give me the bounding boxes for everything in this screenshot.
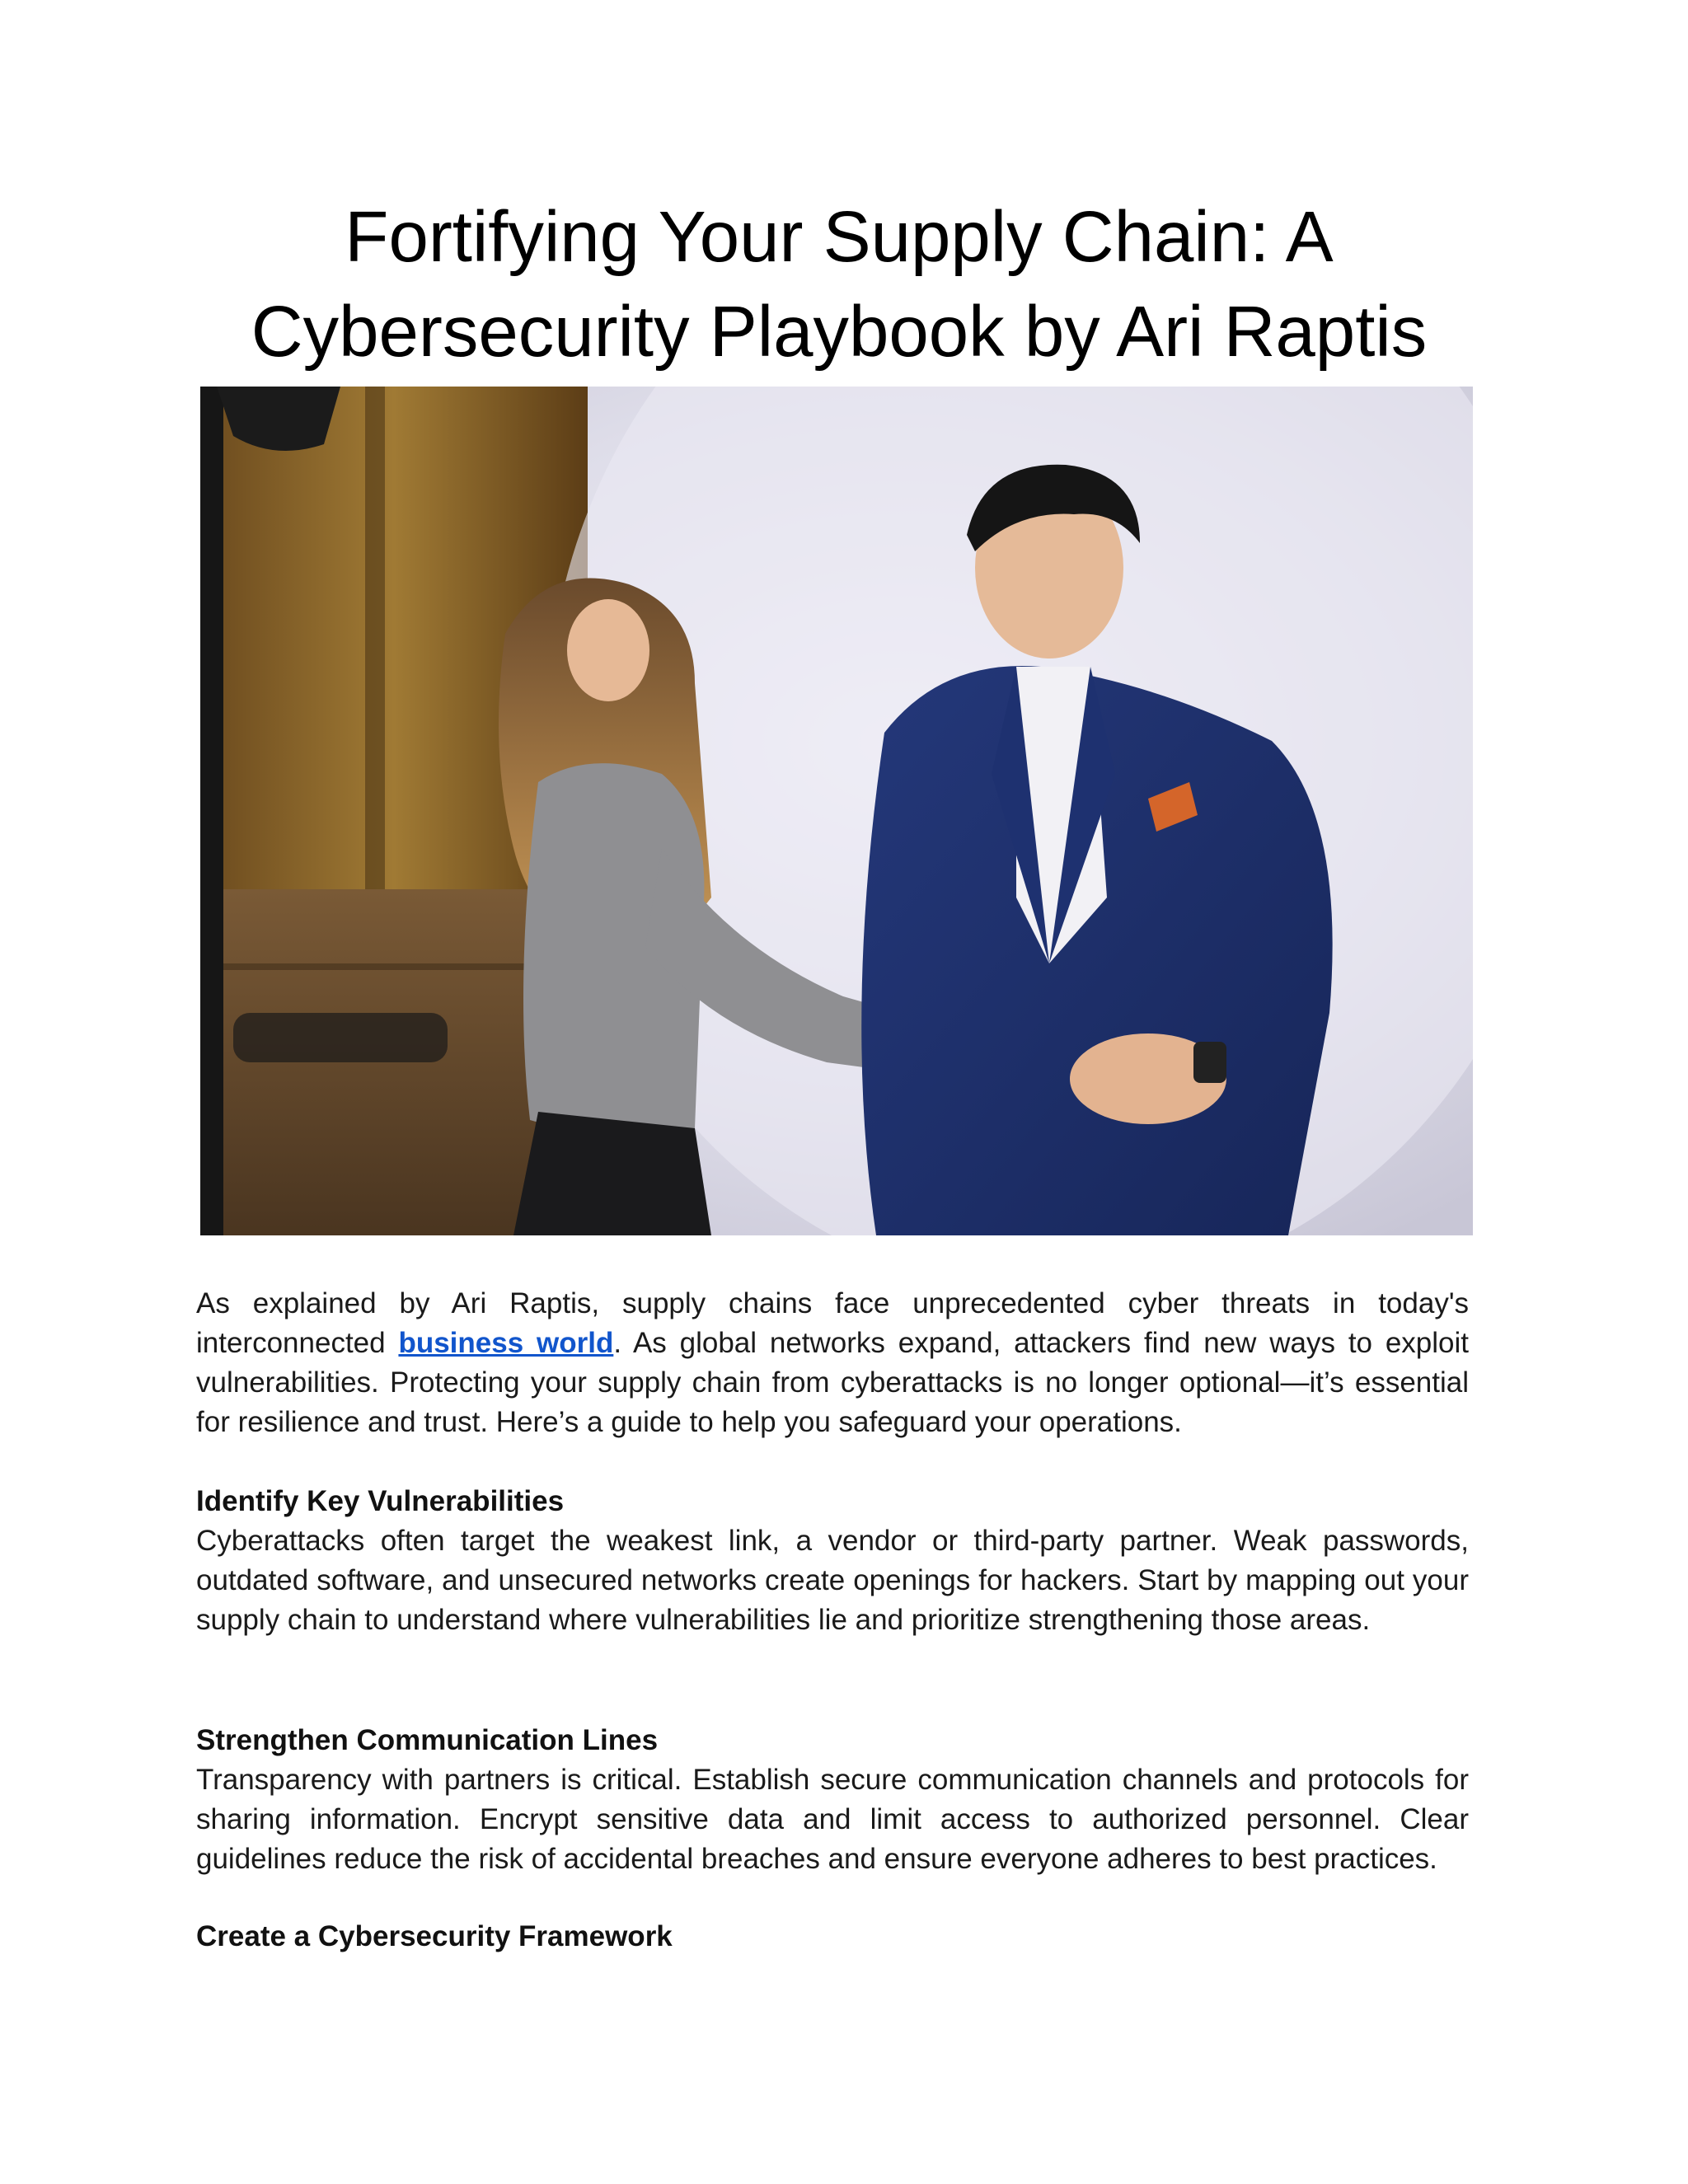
section-paragraph: Transparency with partners is critical. Establish secure communication channels and protocols for sharing information. Encrypt sensitive data and limit access to authorized personnel. Clear guidelines reduce the risk of accidental breaches and ensure everyone adheres to best practices. [196, 1764, 1469, 1875]
business-world-link[interactable]: business world [398, 1327, 614, 1359]
intro-paragraph [196, 1284, 1469, 1442]
section-strengthen-communication [196, 1721, 1469, 1879]
section-heading: Strengthen Communication Lines [196, 1724, 659, 1756]
title-line-2: Cybersecurity Playbook by Ari Raptis [251, 292, 1428, 372]
page-title [196, 190, 1482, 379]
intro-text-after-link: . As global networks expand, attackers find new ways to exploit vulnerabilities. Protecting your supply chain from cyberattacks is no longer optional—it’s essential for resilience and trust. Here’s a guide to help you safeguard your operations. [196, 1327, 1470, 1438]
feature-photo [200, 387, 1473, 1235]
section-identify-vulnerabilities [196, 1482, 1469, 1640]
section-cybersecurity-framework [196, 1917, 1469, 1957]
title-line-1: Fortifying Your Supply Chain: A [345, 197, 1334, 277]
intro-text-before-link: As explained by Ari Raptis, supply chains face unprecedented cyber threats in today's interconnected [196, 1287, 1469, 1359]
section-heading: Identify Key Vulnerabilities [196, 1485, 565, 1517]
section-paragraph: Cyberattacks often target the weakest link, a vendor or third-party partner. Weak passwords, outdated software, and unsecured networks create openings for hackers. Start by mapping out your supply chain to understand where vulnerabilities lie and prioritize strengthening those areas. [196, 1525, 1469, 1636]
section-heading: Create a Cybersecurity Framework [196, 1920, 673, 1952]
